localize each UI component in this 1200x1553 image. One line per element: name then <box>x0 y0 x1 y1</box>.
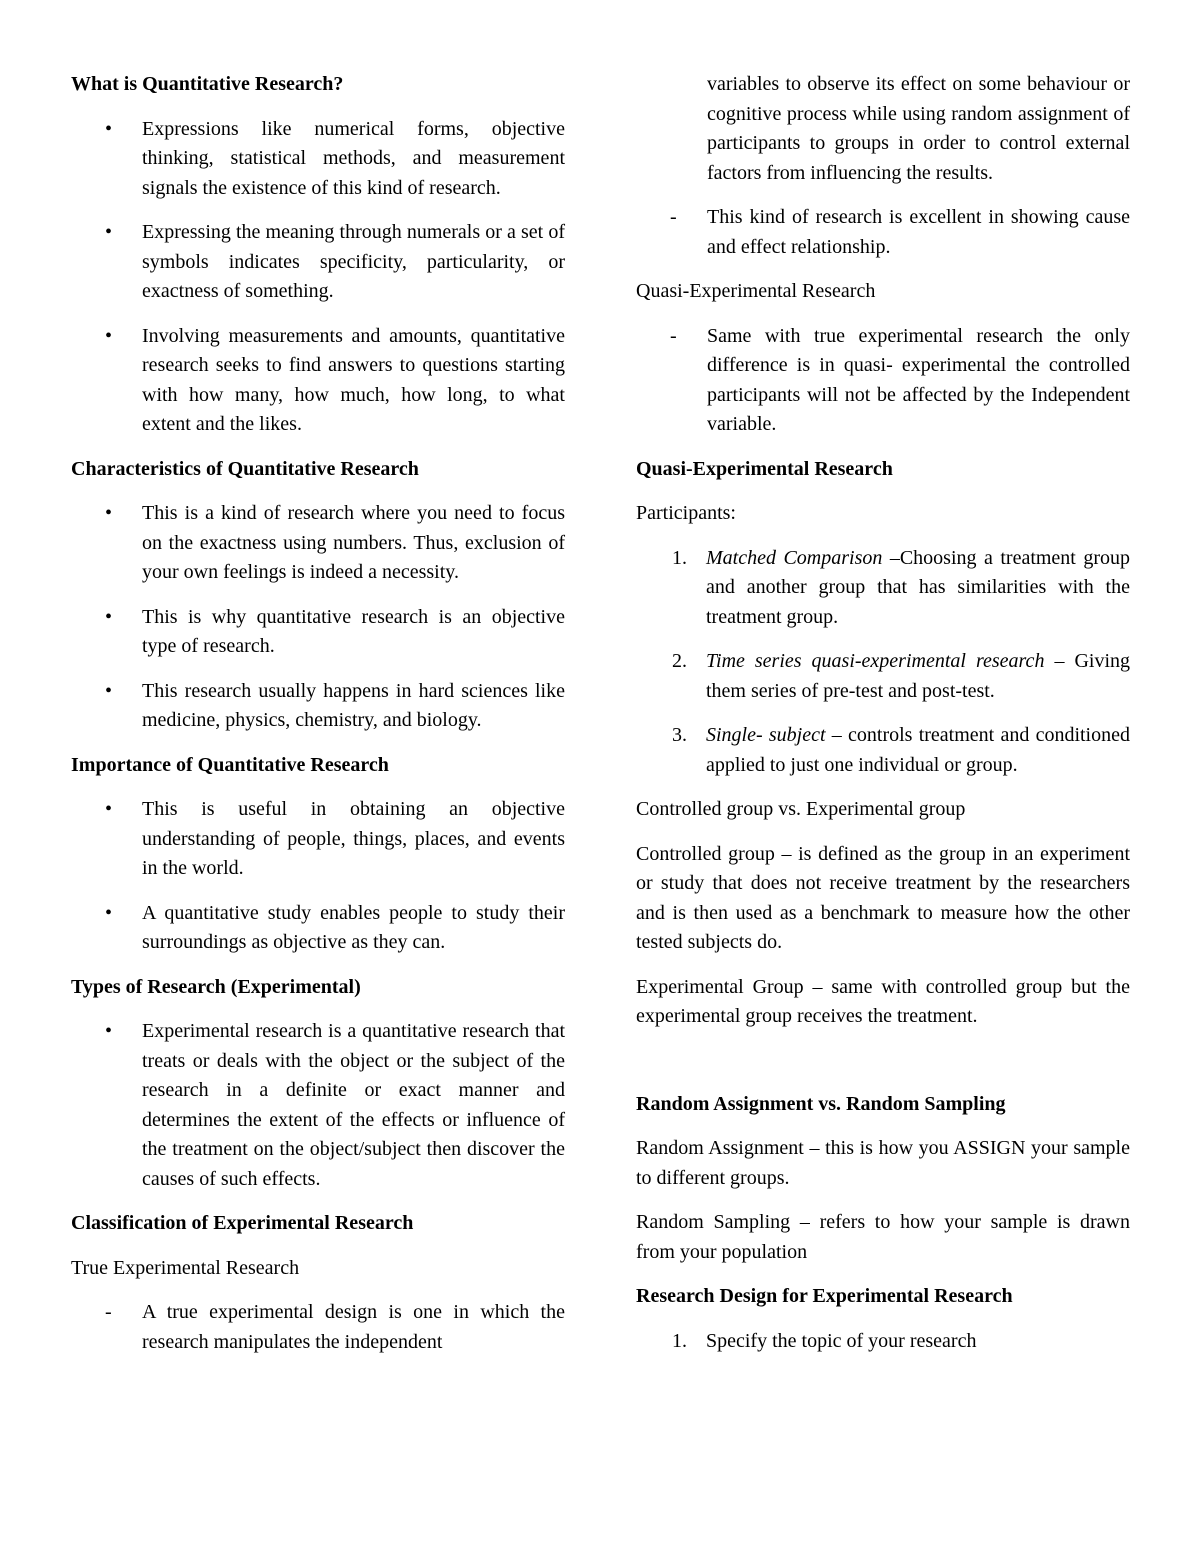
label-quasi-experimental: Quasi-Experimental Research <box>636 280 876 302</box>
bullet-marker: • <box>105 605 113 628</box>
heading-importance: Importance of Quantitative Research <box>71 753 389 776</box>
list-item: - Same with true experimental research the only difference is in quasi- experimental the controlled participants will not be affected by the Independent variable. <box>636 322 1130 440</box>
list-item: • This research usually happens in hard sciences like medicine, physics, chemistry, and biology. <box>71 677 565 736</box>
list-item: • A quantitative study enables people to study their surroundings as objective as they can. <box>71 899 565 958</box>
list-item: • This is why quantitative research is an objective type of research. <box>71 603 565 662</box>
paragraph-experimental-group: Experimental Group – same with controlled group but the experimental group receives the treatment. <box>636 975 1130 1027</box>
list-importance <box>71 795 565 958</box>
bullet-marker: • <box>105 679 113 702</box>
bullet-marker: • <box>105 117 113 140</box>
list-what-is <box>71 115 565 440</box>
list-item: - A true experimental design is one in which the research manipulates the independent <box>71 1298 565 1357</box>
dash-marker: - <box>670 324 677 347</box>
heading-quasi-experimental: Quasi-Experimental Research <box>636 457 893 480</box>
term: Single- subject <box>706 724 826 746</box>
label-controlled-vs-experimental: Controlled group vs. Experimental group <box>636 798 966 820</box>
label-participants: Participants: <box>636 502 736 524</box>
heading-random-assignment: Random Assignment vs. Random Sampling <box>636 1092 1006 1115</box>
list-item: • Involving measurements and amounts, quantitative research seeks to find answers to questions starting with how many, how much, how long, to what extent and the likes. <box>71 322 565 440</box>
list-item: 1. Matched Comparison –Choosing a treatment group and another group that has similarities with the treatment group. <box>636 544 1130 633</box>
list-characteristics <box>71 499 565 736</box>
dash-marker: - <box>670 206 677 228</box>
number-marker: 1. <box>672 546 687 569</box>
number-marker: 1. <box>672 1329 687 1352</box>
bullet-marker: • <box>105 324 113 347</box>
list-item-continuation: variables to observe its effect on some behaviour or cognitive process while using random assignment of participants to groups in order to control external factors from influencing the results. <box>707 73 1130 184</box>
heading-classification: Classification of Experimental Research <box>71 1212 414 1234</box>
term: Time series quasi-experimental research <box>706 650 1045 672</box>
heading-types-of-research: Types of Research (Experimental) <box>71 975 361 998</box>
label-true-experimental: True Experimental Research <box>71 1256 300 1279</box>
heading-what-is-quantitative: What is Quantitative Research? <box>71 73 344 95</box>
paragraph-random-sampling: Random Sampling – refers to how your sample is drawn from your population <box>636 1211 1130 1263</box>
number-marker: 2. <box>672 650 687 672</box>
list-quasi-experimental <box>636 322 1130 440</box>
list-true-experimental-cont <box>636 203 1130 262</box>
left-column <box>71 70 565 1357</box>
list-item: • This is useful in obtaining an objective understanding of people, things, places, and events in the world. <box>71 795 565 884</box>
bullet-marker: • <box>105 502 113 524</box>
bullet-marker: • <box>105 901 113 924</box>
bullet-marker: • <box>105 1020 113 1042</box>
list-item: - This kind of research is excellent in showing cause and effect relationship. <box>636 203 1130 262</box>
bullet-marker: • <box>105 798 113 820</box>
list-item: • Expressions like numerical forms, objective thinking, statistical methods, and measurement signals the existence of this kind of research. <box>71 115 565 204</box>
right-column <box>636 70 1130 1371</box>
term: Matched Comparison <box>706 546 883 569</box>
list-item: • Experimental research is a quantitative research that treats or deals with the object or the subject of the research in a definite or exact manner and determines the extent of the effects or influence of the treatment on the object/subject then discover the causes of such effects. <box>71 1017 565 1194</box>
dash-marker: - <box>105 1301 112 1323</box>
list-item: • Expressing the meaning through numerals or a set of symbols indicates specificity, particularity, or exactness of something. <box>71 218 565 307</box>
list-types <box>71 1017 565 1194</box>
paragraph-controlled-group: Controlled group – is defined as the group in an experiment or study that does not receive treatment by the researchers and is then used as a benchmark to measure how the other tested subjects do. <box>636 842 1130 953</box>
paragraph-random-assignment: Random Assignment – this is how you ASSIGN your sample to different groups. <box>636 1137 1130 1189</box>
bullet-marker: • <box>105 221 113 243</box>
list-item: 1. Specify the topic of your research <box>636 1327 1130 1357</box>
list-true-experimental <box>71 1298 565 1357</box>
list-item: 3. Single- subject – controls treatment and conditioned applied to just one individual or group. <box>636 721 1130 780</box>
list-item: 2. Time series quasi-experimental research – Giving them series of pre-test and post-test. <box>636 647 1130 706</box>
heading-characteristics: Characteristics of Quantitative Research <box>71 457 419 480</box>
number-marker: 3. <box>672 724 687 746</box>
spacer <box>636 1047 1130 1090</box>
list-participants <box>636 544 1130 781</box>
list-research-design <box>636 1327 1130 1357</box>
heading-research-design: Research Design for Experimental Research <box>636 1285 1013 1307</box>
list-item: • This is a kind of research where you need to focus on the exactness using numbers. Thus, exclusion of your own feelings is indeed a necessity. <box>71 499 565 588</box>
